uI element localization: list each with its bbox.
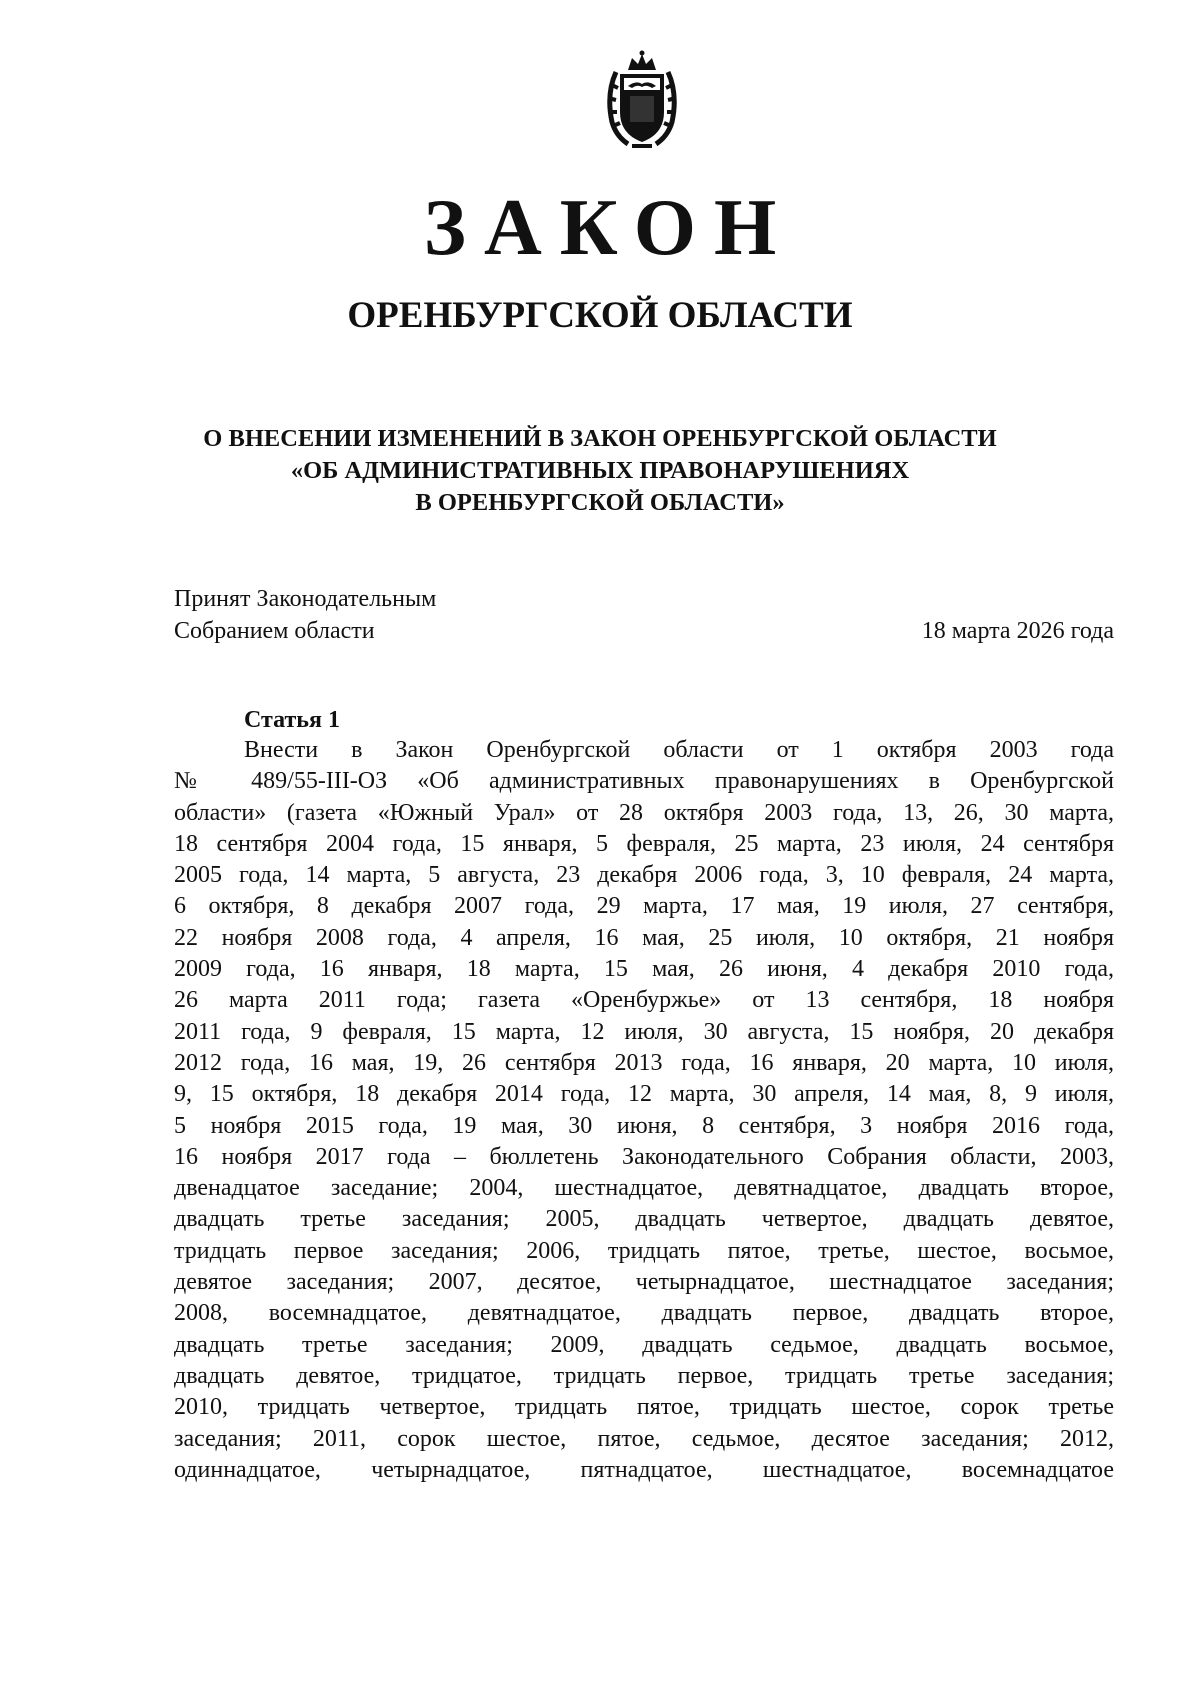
body-line: 6 октября, 8 декабря 2007 года, 29 марта, 17 мая, 19 июля, 27 сентября, bbox=[174, 893, 1114, 920]
body-line: одиннадцатое, четырнадцатое, пятнадцатое, шестнадцатое, восемнадцатое bbox=[174, 1456, 1114, 1483]
body-line: тридцать первое заседания; 2006, тридцать пятое, третье, шестое, восьмое, bbox=[174, 1237, 1114, 1264]
body-line: заседания; 2011, сорок шестое, пятое, седьмое, десятое заседания; 2012, bbox=[174, 1425, 1114, 1452]
article-heading: Статья 1 bbox=[244, 707, 340, 733]
body-line: области» (газета «Южный Урал» от 28 октября 2003 года, 13, 26, 30 марта, bbox=[174, 799, 1114, 826]
adoption-statement bbox=[174, 583, 436, 647]
adoption-line: Собранием области bbox=[174, 618, 375, 644]
body-line: № 489/55-III-ОЗ «Об административных правонарушениях в Оренбургской bbox=[174, 768, 1114, 795]
body-line: 18 сентября 2004 года, 15 января, 5 февраля, 25 марта, 23 июля, 24 сентября bbox=[174, 830, 1114, 857]
body-line: двадцать девятое, тридцатое, тридцать первое, тридцать третье заседания; bbox=[174, 1362, 1114, 1389]
body-line: 2011 года, 9 февраля, 15 марта, 12 июля, 30 августа, 15 ноября, 20 декабря bbox=[174, 1018, 1114, 1045]
body-line: двенадцатое заседание; 2004, шестнадцатое, девятнадцатое, двадцать второе, bbox=[174, 1175, 1114, 1202]
body-line: 16 ноября 2017 года – бюллетень Законодательного Собрания области, 2003, bbox=[174, 1143, 1114, 1170]
law-title-line: «ОБ АДМИНИСТРАТИВНЫХ ПРАВОНАРУШЕНИЯХ bbox=[290, 457, 910, 484]
law-title bbox=[0, 423, 1200, 519]
adoption-line: Принят Законодательным bbox=[174, 586, 437, 612]
body-line: двадцать третье заседания; 2009, двадцать седьмое, двадцать восьмое, bbox=[174, 1331, 1114, 1358]
law-title-line: В ОРЕНБУРГСКОЙ ОБЛАСТИ» bbox=[415, 489, 785, 516]
body-line: девятое заседания; 2007, десятое, четырнадцатое, шестнадцатое заседания; bbox=[174, 1269, 1114, 1296]
body-line: 5 ноября 2015 года, 19 мая, 30 июня, 8 сентября, 3 ноября 2016 года, bbox=[174, 1112, 1114, 1139]
body-line: Внести в Закон Оренбургской области от 1 октября 2003 года bbox=[244, 737, 1114, 763]
body-line: 2012 года, 16 мая, 19, 26 сентября 2013 года, 16 января, 20 марта, 10 июля, bbox=[174, 1049, 1114, 1076]
adoption-date: 18 марта 2026 года bbox=[921, 618, 1114, 644]
body-line: 2009 года, 16 января, 18 марта, 15 мая, 26 июня, 4 декабря 2010 года, bbox=[174, 956, 1114, 983]
body-line: 22 ноября 2008 года, 4 апреля, 16 мая, 25 июля, 10 октября, 21 ноября bbox=[174, 924, 1114, 951]
body-line: 2008, восемнадцатое, девятнадцатое, двадцать первое, двадцать второе, bbox=[174, 1300, 1114, 1327]
region-heading: ОРЕНБУРГСКОЙ ОБЛАСТИ bbox=[347, 295, 853, 336]
coat-of-arms-emblem bbox=[602, 50, 682, 150]
document-type-heading: ЗАКОН bbox=[423, 184, 795, 272]
article-body bbox=[174, 735, 1114, 1486]
body-line: 26 марта 2011 года; газета «Оренбуржье» от 13 сентября, 18 ноября bbox=[174, 987, 1114, 1014]
body-line: 2005 года, 14 марта, 5 августа, 23 декабря 2006 года, 3, 10 февраля, 24 марта, bbox=[174, 862, 1114, 889]
body-line: 9, 15 октября, 18 декабря 2014 года, 12 марта, 30 апреля, 14 мая, 8, 9 июля, bbox=[174, 1081, 1114, 1108]
body-line: 2010, тридцать четвертое, тридцать пятое, тридцать шестое, сорок третье bbox=[174, 1394, 1114, 1421]
law-title-line: О ВНЕСЕНИИ ИЗМЕНЕНИЙ В ЗАКОН ОРЕНБУРГСКОЙ ОБЛАСТИ bbox=[203, 425, 997, 452]
body-line: двадцать третье заседания; 2005, двадцать четвертое, двадцать девятое, bbox=[174, 1206, 1114, 1233]
